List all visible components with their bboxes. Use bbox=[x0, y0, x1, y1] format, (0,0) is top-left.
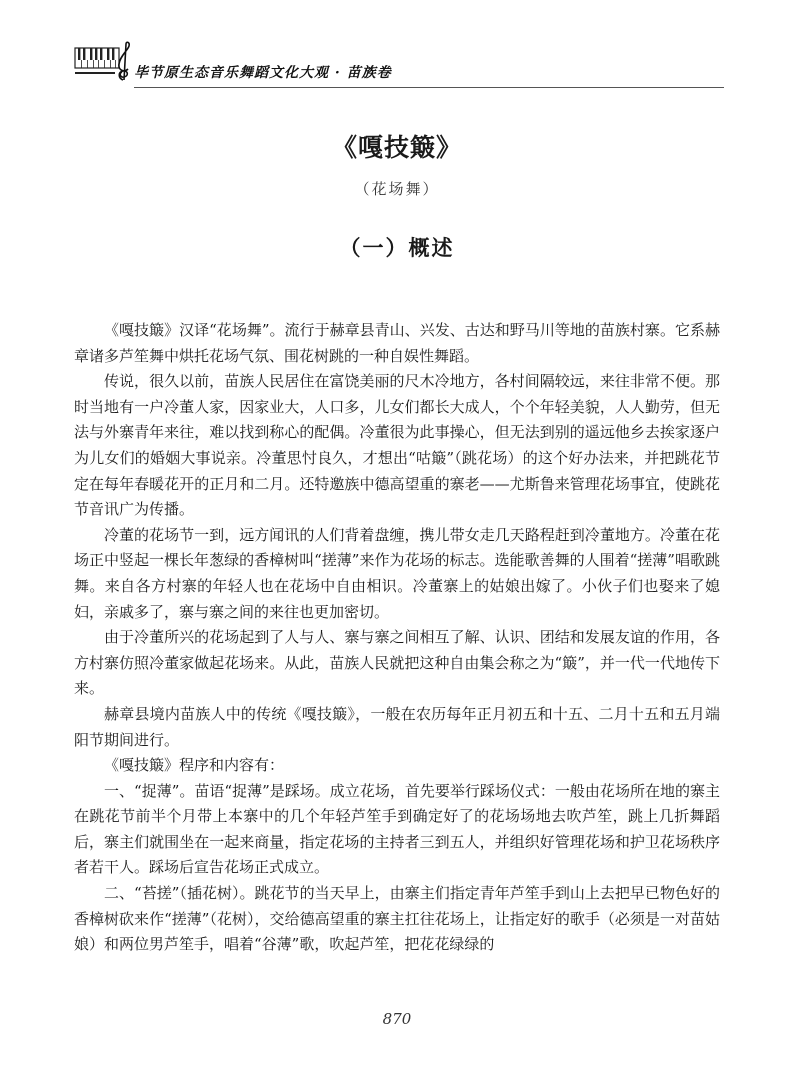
paragraph: 冷董的花场节一到，远方闻讯的人们背着盘缠，携儿带女走几天路程赶到冷董地方。冷董在花场正中竖起一棵长年葱绿的香樟树叫“搓薄”来作为花场的标志。选能歌善舞的人围着“搓薄”唱歌跳舞。来自各方村寨的年轻人也在花场中自由相识。冷董寨上的姑娘出嫁了。小伙子们也娶来了媳妇，亲戚多了，寨与寨之间的来往也更加密切。 bbox=[74, 525, 720, 621]
paragraph: 二、“苔搓”（插花树）。跳花节的当天早上，由寨主们指定青年芦笙手到山上去把早已物色好的香樟树砍来作“搓薄”（花树），交给德高望重的寨主扛往花场上，让指定好的歌手（必须是一对苗姑娘）和两位男芦笙手，唱着“谷薄”歌，吹起芦笙，把花花绿绿的 bbox=[74, 884, 720, 954]
paragraph: 由于冷董所兴的花场起到了人与人、寨与寨之间相互了解、认识、团结和发展友谊的作用，各方村寨仿照冷董家做起花场来。从此，苗族人民就把这种自由集会称之为“簸”，并一代一代地传下来。 bbox=[74, 628, 720, 698]
page-title: 《嘎技簸》 bbox=[331, 133, 462, 162]
paragraph: 《嘎技簸》程序和内容有： bbox=[104, 756, 285, 775]
piano-treble-clef-icon bbox=[74, 40, 132, 84]
page-subtitle: （花场舞） bbox=[354, 180, 440, 198]
paragraph: 《嘎技簸》汉译“花场舞”。流行于赫章县青山、兴发、古达和野马川等地的苗族村寨。它系赫章诸多芦笙舞中烘托花场气氛、围花树跳的一种自娱性舞蹈。 bbox=[74, 321, 720, 365]
paragraph: 一、“捉薄”。苗语“捉薄”是踩场。成立花场，首先要举行踩场仪式：一般由花场所在地的寨主在跳花节前半个月带上本寨中的几个年轻芦笙手到确定好了的花场场地去吹芦笙，跳上几折舞蹈后，寨主们就围坐在一起来商量，指定花场的主持者三到五人，并组织好管理花场和护卫花场秩序者若干人。踩场后宣告花场正式成立。 bbox=[74, 781, 720, 877]
body-text bbox=[74, 318, 720, 958]
header-rule bbox=[134, 87, 724, 88]
paragraph: 赫章县境内苗族人中的传统《嘎技簸》，一般在农历每年正月初五和十五、二月十五和五月端阳节期间进行。 bbox=[74, 704, 720, 749]
paragraph: 传说，很久以前，苗族人民居住在富饶美丽的尺木冷地方，各村间隔较远，来往非常不便。那时当地有一户冷董人家，因家业大，人口多，儿女们都长大成人，个个年轻美貌，人人勤劳，但无法与外寨青年来往，难以找到称心的配偶。冷董很为此事操心，但无法到别的遥远他乡去挨家逐户为儿女们的婚姻大事说亲。冷董思忖良久，才想出“咕簸”（跳花场）的这个好办法来，并把跳花节定在每年春暖花开的正月和二月。还特邀族中德高望重的寨老——尤斯鲁来管理花场事宜，使跳花节音讯广为传播。 bbox=[74, 372, 720, 519]
section-heading: （一）概述 bbox=[339, 236, 455, 260]
page-number: 870 bbox=[382, 1010, 412, 1028]
running-head: 毕节原生态音乐舞蹈文化大观 · 苗族卷 bbox=[134, 65, 392, 81]
page-header bbox=[74, 40, 724, 88]
